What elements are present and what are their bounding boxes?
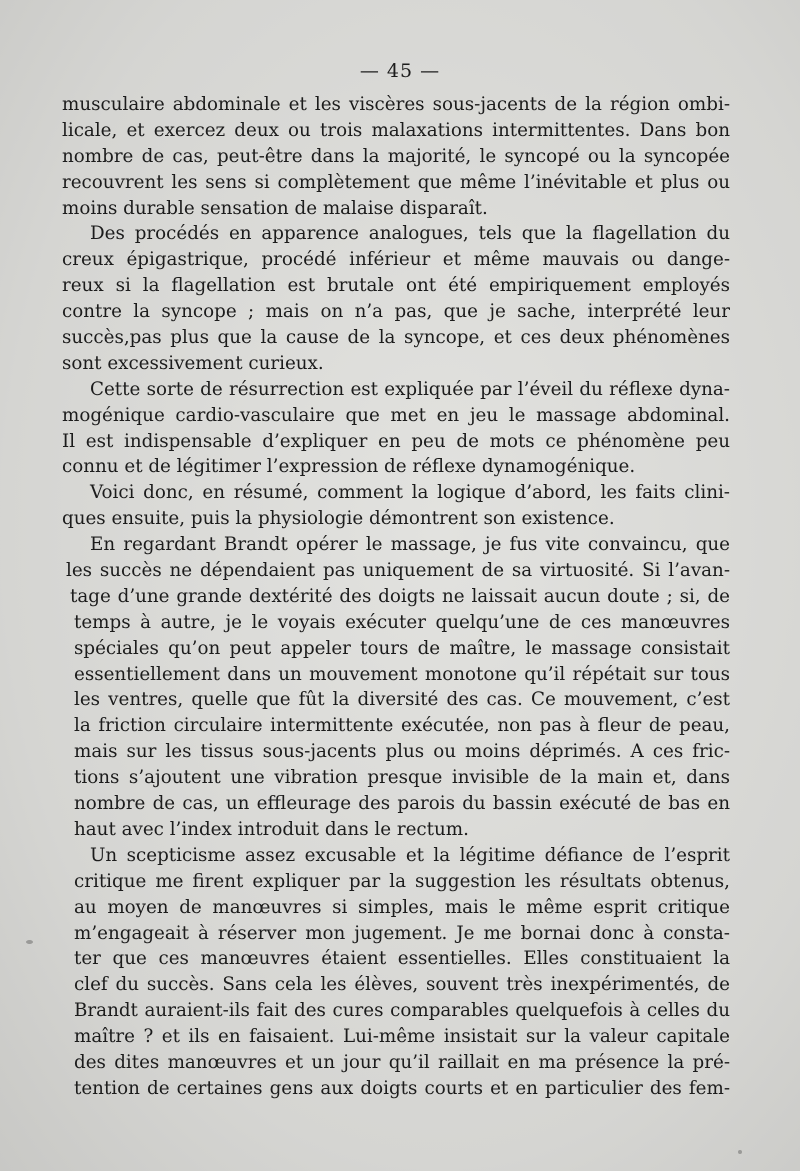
text-line: tention de certaines gens aux doigts courts et en particulier des fem- <box>74 1077 730 1099</box>
text-line: mogénique cardio-vasculaire que met en jeu le massage abdominal. <box>62 404 730 426</box>
text-line: Cette sorte de résurrection est expliquée par l’éveil du réflexe dyna- <box>90 378 730 400</box>
text-line: succès,pas plus que la cause de la syncope, et ces deux phénomènes <box>62 327 730 349</box>
text-line: maître ? et ils en faisaient. Lui-même insistait sur la valeur capitale <box>74 1026 730 1048</box>
text-line: recouvrent les sens si complètement que même l’inévitable et plus ou <box>62 171 730 193</box>
text-line: nombre de cas, un effleurage des parois du bassin exécuté de bas en <box>74 793 730 815</box>
text-line: creux épigastrique, procédé inférieur et même mauvais ou dange- <box>62 249 730 271</box>
text-line: critique me firent expliquer par la suggestion les résultats obtenus, <box>74 870 730 892</box>
body-text <box>62 92 730 1102</box>
text-line: contre la syncope ; mais on n’a pas, que je sache, interprété leur <box>62 301 730 323</box>
text-line: tage d’une grande dextérité des doigts ne laissait aucun doute ; si, de <box>70 585 730 607</box>
text-line: nombre de cas, peut-être dans la majorité, le syncopé ou la syncopée <box>62 145 730 167</box>
text-line: Un scepticisme assez excusable et la légitime défiance de l’esprit <box>90 844 730 866</box>
text-line: Des procédés en apparence analogues, tels que la flagellation du <box>90 223 730 245</box>
text-line: licale, et exercez deux ou trois malaxations intermittentes. Dans bon <box>62 119 730 141</box>
page-number: — 45 — <box>359 60 441 82</box>
text-line: les ventres, quelle que fût la diversité des cas. Ce mouvement, c’est <box>74 689 730 711</box>
text-line: la friction circulaire intermittente exécutée, non pas à fleur de peau, <box>74 715 730 737</box>
text-line: moins durable sensation de malaise disparaît. <box>62 197 488 219</box>
text-line: les succès ne dépendaient pas uniquement de sa virtuosité. Si l’avan- <box>66 560 730 582</box>
text-line: connu et de légitimer l’expression de réflexe dynamogénique. <box>62 456 636 478</box>
text-line: essentiellement dans un mouvement monotone qu’il répétait sur tous <box>74 663 730 685</box>
text-line: reux si la flagellation est brutale ont été empiriquement employés <box>62 275 730 297</box>
paper-speck <box>26 940 33 944</box>
text-line: En regardant Brandt opérer le massage, je fus vite convaincu, que <box>90 534 730 556</box>
text-line: clef du succès. Sans cela les élèves, souvent très inexpérimentés, de <box>74 974 730 996</box>
text-line: sont excessivement curieux. <box>62 352 324 374</box>
text-line: ques ensuite, puis la physiologie démontrent son existence. <box>62 508 615 530</box>
text-line: ter que ces manœuvres étaient essentielles. Elles constituaient la <box>74 948 730 970</box>
text-line: mais sur les tissus sous-jacents plus ou moins déprimés. A ces fric- <box>74 741 730 763</box>
text-line: des dites manœuvres et un jour qu’il raillait en ma présence la pré- <box>74 1051 730 1073</box>
text-line: Brandt auraient-ils fait des cures comparables quelquefois à celles du <box>74 1000 730 1022</box>
text-line: spéciales qu’on peut appeler tours de maître, le massage consistait <box>74 637 730 659</box>
text-line: au moyen de manœuvres si simples, mais le même esprit critique <box>74 896 730 918</box>
text-line: tions s’ajoutent une vibration presque invisible de la main et, dans <box>74 767 730 789</box>
text-line: temps à autre, je le voyais exécuter quelqu’une de ces manœuvres <box>74 611 730 633</box>
paper-speck <box>738 1150 742 1154</box>
text-line: m’engageait à réserver mon jugement. Je me bornai donc à consta- <box>74 922 730 944</box>
text-line: Voici donc, en résumé, comment la logique d’abord, les faits clini- <box>90 482 730 504</box>
text-line: Il est indispensable d’expliquer en peu de mots ce phénomène peu <box>62 430 730 452</box>
text-line: haut avec l’index introduit dans le rectum. <box>74 818 469 840</box>
text-line: musculaire abdominale et les viscères sous-jacents de la région ombi- <box>62 94 730 115</box>
